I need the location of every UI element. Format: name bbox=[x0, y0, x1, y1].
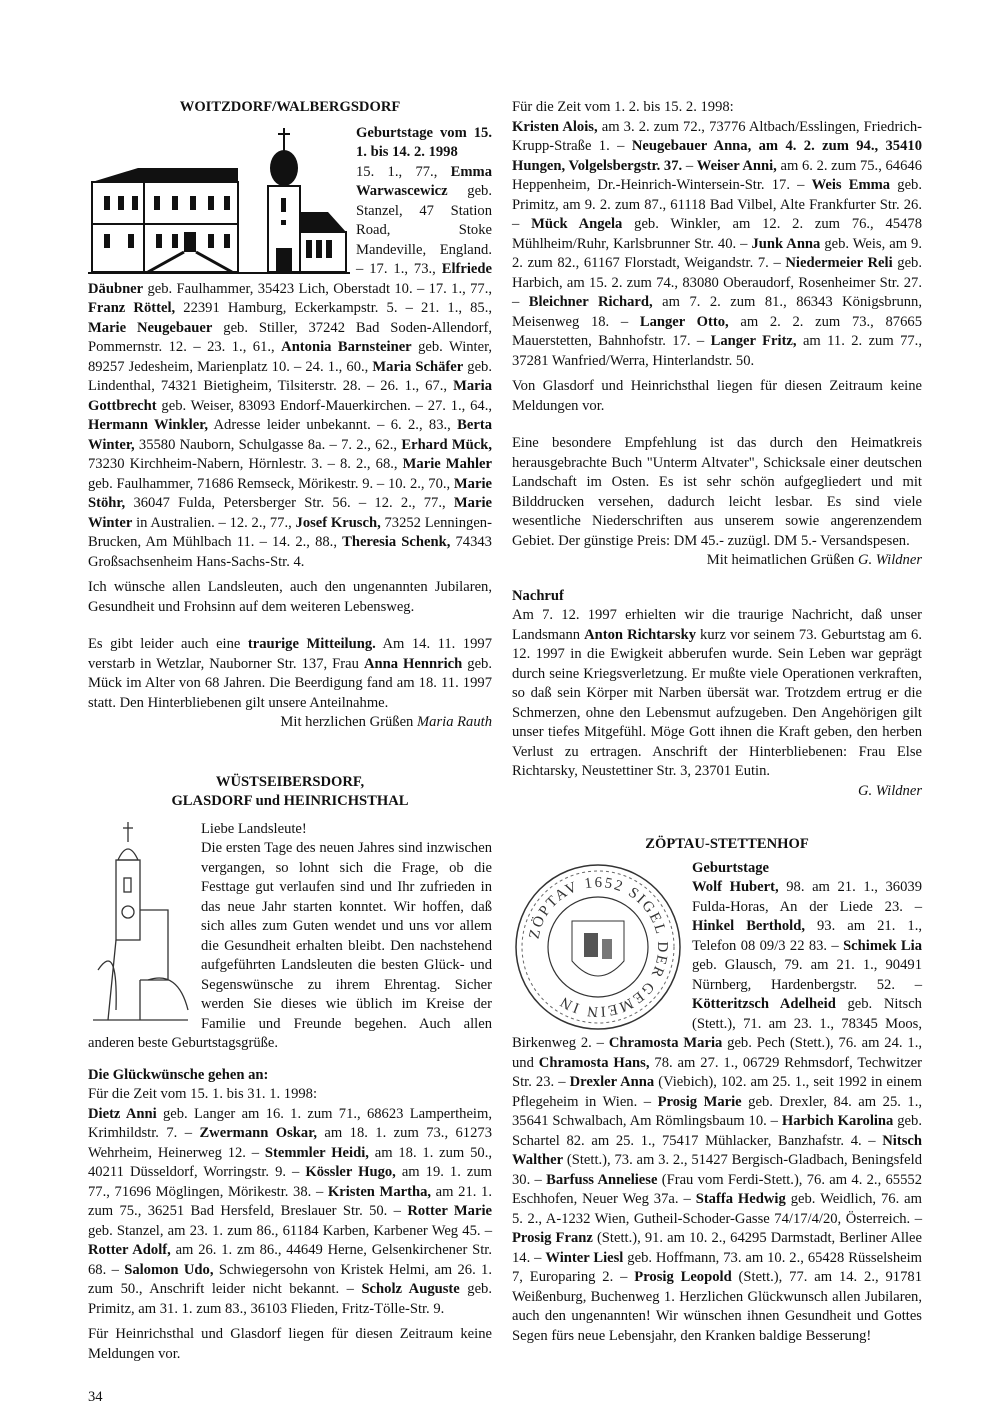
person-name: Drexler Anna bbox=[569, 1074, 655, 1090]
signature-book bbox=[512, 551, 922, 571]
person-name: Kössler Hugo, bbox=[305, 1164, 396, 1180]
text-segment: 73252 Lenningen-Brucken, Am Mühlbach 11. – 14. 2., 88., bbox=[88, 514, 492, 550]
greeting: Mit herzlichen Grüßen bbox=[280, 714, 417, 730]
person-name: Antonia Barnsteiner bbox=[281, 339, 412, 355]
person-name: Salomon Udo, bbox=[124, 1261, 214, 1278]
text-segment: – bbox=[682, 157, 697, 174]
text-segment: 35580 Nauborn, Schulgasse 8a. – 7. 2., 62., bbox=[134, 436, 402, 453]
person-name: Junk Anna bbox=[751, 235, 821, 252]
text-segment: (Frau vom Ferdi-Stett.), 76. am 4. 2., 65552 Eschhofen, Neuer Weg 37a. – bbox=[512, 1171, 922, 1207]
text-segment: geb. Primitz, am 31. 1. zum 83., 36103 Flieden, Fritz-Tölle-Str. 9. bbox=[88, 1281, 492, 1317]
wishes-heading: Die Glückwünsche gehen an: bbox=[88, 1066, 269, 1083]
text-segment: geb. Weiser, 83093 Endorf-Mauerkirchen. – 27. 1., 64., bbox=[156, 397, 492, 414]
signature-woitzdorf bbox=[88, 713, 492, 733]
author-name: G. Wildner bbox=[857, 552, 922, 568]
municipal-seal-image bbox=[512, 861, 684, 1033]
book-recommendation: Eine besondere Empfehlung ist das durch den Heimatkreis herausgebrachte Buch "Unterm Altvater", Schicksale einer deutschen Landschaft im Osten. Es ist sehr schön aufgegliedert und mit Bilddrucken versehen, dadurch leicht lesbar. Es sind viele wesentliche Niederschriften aus unserem sowie angerenzendem Gebiet. Der günstige Preis: DM 45.- zuzügl. DM 5.- Versandspesen. bbox=[512, 435, 922, 549]
text-segment: geb. Primitz, am 9. 2. zum 87., 61118 Bad Vilbel, Alte Frankfurter Str. 26. – bbox=[512, 177, 922, 232]
person-name: Zwermann Oskar, bbox=[199, 1125, 317, 1141]
text-segment: am 26. 1. zm 86., 44649 Herne, Gelsenkirchener Str. 68. – bbox=[88, 1242, 492, 1278]
obituary-heading: Nachruf bbox=[512, 587, 564, 604]
text-segment: geb. Pech (Stett.), 76. am 24. 1., und bbox=[512, 1035, 922, 1071]
birthday-heading: Geburtstage vom 15. 1. bis 14. 2. 1998 bbox=[356, 124, 492, 160]
text-segment: in Australien. – 12. 2., 77., bbox=[132, 514, 296, 531]
person-name: Josef Krusch, bbox=[295, 514, 381, 531]
person-name: Franz Röttel, bbox=[88, 300, 176, 316]
person-name: Elfriede Däubner bbox=[88, 261, 492, 297]
text-segment: geb. Drexler, 84. am 25. 1., 35641 Schwalbach, Am Römlingsbaum 10. – bbox=[512, 1093, 923, 1129]
person-name: Schimek Lia bbox=[843, 937, 923, 954]
text-segment: 15. 1., 77., bbox=[356, 163, 451, 180]
text-segment: am 18. 1. zum 73., 61273 Wehrheim, Heinerweg 12. – bbox=[88, 1125, 492, 1161]
text-segment: (Viebich), 102. am 25. 1., seit 1992 in einem Pflegeheim in Wien. – bbox=[512, 1074, 922, 1110]
person-name: Winter Liesl bbox=[545, 1249, 624, 1266]
text-segment: geb. Winkler, am 12. 2. zum 76., 45478 Mühlheim/Ruhr, Karlsbrunner Str. 40. – bbox=[512, 216, 922, 252]
text-segment: geb. Weis, am 9. 2. zum 82., 61167 Florstadt, Weigandstr. 7. – bbox=[512, 235, 922, 271]
text-segment: 98. am 21. 1., 36039 Fulda-Horas, An der Liede 23. – bbox=[692, 879, 922, 915]
person-name: Neugebauer Anna, am 4. 2. zum 94., 35410 Hungen, Volgelsbergstr. 37. bbox=[512, 138, 922, 174]
person-name: Nitsch Walther bbox=[512, 1132, 922, 1168]
text-segment: am 6. 2. zum 75., 64646 Heppenheim, Dr.-Heinrich-Wintersein-Str. 17. – bbox=[512, 157, 922, 193]
title-line-2: GLASDORF und HEINRICHSTHAL bbox=[171, 793, 409, 809]
no-reports-note-1: Für Heinrichsthal und Glasdorf liegen für diesen Zeitraum keine Meldungen vor. bbox=[88, 1326, 492, 1362]
text-runs bbox=[88, 1106, 492, 1317]
page-number: 34 bbox=[88, 1389, 103, 1405]
person-name: Harbich Karolina bbox=[781, 1113, 894, 1129]
text-segment: geb. Harbich, am 15. 2. zum 74., 83080 Oberaudorf, Rosenheimer Str. 27. – bbox=[512, 255, 923, 310]
obituary-author: G. Wildner bbox=[857, 782, 922, 799]
left-column bbox=[88, 98, 492, 1408]
text-segment: Es gibt leider auch eine bbox=[88, 636, 248, 652]
text-segment: geb. Mück im Alter von 68 Jahren. Die Beerdigung fand am 18. 11. 1997 statt. Den Hinterbliebenen gilt unsere Anteilnahme. bbox=[88, 655, 493, 711]
person-name: Staffa Hedwig bbox=[695, 1191, 786, 1207]
person-name: Langer Fritz, bbox=[710, 333, 797, 349]
person-name: Emma Warwascewicz bbox=[356, 163, 492, 199]
text-segment: (Stett.), 77. am 14. 2., 91781 Weißenburg, Buchenweg 1. Herzlichen Glückwunsch allen Jubilaren, auch den ungenannten! Wir wünschen ihnen Gesundheit und Gottes Segen fürs neue Lebensjahr, den Kranken baldige Besserung! bbox=[512, 1269, 922, 1344]
person-name: Wolf Hubert, bbox=[692, 879, 779, 895]
person-name: Chramosta Maria bbox=[608, 1035, 723, 1051]
text-segment: geb. Stanzel, 47 Station Road, Stoke Mandeville, England. – 17. 1., 73., bbox=[356, 183, 492, 277]
text-segment: geb. Glausch, 79. am 21. 1., 90491 Nürnberg, Hardenbergstr. 52. – bbox=[692, 957, 922, 993]
person-name: Barfuss Anneliese bbox=[546, 1171, 658, 1188]
intro-paragraph: Die ersten Tage des neuen Jahres sind inzwischen vergangen, so lohnt sich die Frage, ob die Festtage gut verlaufen sind und Ihr zufrieden in das neue Jahr starten konntet. Wir hoffen, daß sich alles zum Guten wendet und uns vor allem die Gesundheit erhalten bleibt. Den nachstehend aufgeführten Landsleuten die besten Glück- und Segenswünsche zu ihrem Ehrentag. Sicher werden Sie dieses wie üblich im Kreise der Familie und Freunde begehen. Auch allen anderen beste Geburtstagsgrüße. bbox=[88, 840, 492, 1051]
text-segment: geb. Lindenthal, 74321 Bietigheim, Tilsiterstr. 28. – 26. 1., 67., bbox=[88, 358, 492, 394]
person-name: Rotter Adolf, bbox=[88, 1242, 171, 1258]
title-line-1: WÜSTSEIBERSDORF, bbox=[215, 773, 365, 790]
person-name: Mück Angela bbox=[531, 216, 623, 232]
church-village-illustration bbox=[88, 124, 350, 274]
no-reports-note-2: Von Glasdorf und Heinrichsthal liegen für diesen Zeitraum keine Meldungen vor. bbox=[512, 378, 922, 414]
section-title-wuestseibersdorf bbox=[88, 773, 492, 812]
text-segment: am 11. 2. zum 77., 37281 Wanfried/Werra, Hinterlandstr. 50. bbox=[512, 333, 922, 369]
text-segment: 73230 Kirchheim-Nabern, Hörnlestr. 3. – 8. 2., 68., bbox=[88, 456, 403, 472]
text-segment: geb. Nitsch (Stett.), 71. am 23. 1., 78345 Moos, Birkenweg 2. – bbox=[512, 996, 922, 1051]
person-name: Prosig Franz bbox=[512, 1230, 593, 1246]
text-segment: geb. Faulhammer, 35423 Lich, Oberstadt 10. – 17. 1., 77., bbox=[143, 280, 492, 297]
person-name: Hinkel Berthold, bbox=[692, 918, 805, 934]
text-segment: am 2. 2. zum 73., 87665 Mauerstetten, Bahnhofstr. 17. – bbox=[512, 313, 922, 349]
person-name: Maria Gottbrecht bbox=[88, 378, 492, 414]
condolence-paragraph bbox=[88, 635, 492, 713]
person-name: Scholz Auguste bbox=[361, 1281, 460, 1297]
text-segment: geb. Faulhammer, 71686 Remseck, Mörikestr. 9. – 10. 2., 70., bbox=[88, 475, 454, 492]
text-segment: am 21. 1. zum 75., 36251 Bad Hersfeld, Breslauer Str. 50. – bbox=[88, 1183, 492, 1219]
person-name: Hermann Winkler, bbox=[88, 417, 208, 433]
person-name: Dietz Anni bbox=[88, 1105, 157, 1122]
person-name: Langer Otto, bbox=[639, 313, 729, 330]
person-name: Bleichner Richard, bbox=[528, 294, 653, 310]
person-name: Prosig Leopold bbox=[634, 1269, 732, 1285]
obituary-text bbox=[512, 606, 922, 782]
text-segment: 78. am 27. 1., 06729 Rehmsdorf, Techwitzer Str. 23. – bbox=[512, 1054, 923, 1090]
person-name: Anton Richtarsky bbox=[584, 626, 696, 643]
text-segment: Schwiegersohn von Kristek Helmi, am 26. 1. zum 50., Anschrift leider nicht bekannt. – bbox=[88, 1261, 493, 1297]
church-sketch-illustration bbox=[88, 820, 193, 1025]
person-name: Anna Hennrich bbox=[363, 655, 463, 672]
person-name: Weiser Anni, bbox=[696, 157, 777, 174]
person-name: Chramosta Hans, bbox=[538, 1054, 650, 1071]
birthday-list-period-2 bbox=[512, 118, 922, 372]
person-name: Marie Winter bbox=[88, 495, 492, 531]
text-segment: geb. Langer am 16. 1. zum 71., 68623 Lampertheim, Krimhildstr. 7. – bbox=[88, 1105, 492, 1141]
section-title-woitzdorf: WOITZDORF/WALBERGSDORF bbox=[179, 99, 401, 115]
text-segment: kurz vor seinem 73. Geburtstag am 6. 12. 1997 in die Ewigkeit abberufen wurde. Sein Leben war geprägt durch seine Kriegsverletzung. Er mußte viele Operationen verkraften, so daß sein Körper mit Narben übersät war. Trotzdem ertrug er die Schmerzen, ohne den Lebensmut aufzugeben. Den Angehörigen gilt unser tiefes Mitgefühl. Möge Gott ihnen die Kraft geben, den herben Verlust zu ertragen. Anschrift der Hinterbliebenen: Frau Else Richtarsky, Neustettiner Str. 3, 23701 Eutin. bbox=[512, 626, 922, 779]
person-name: Marie Mahler bbox=[402, 456, 492, 472]
birthday-heading-zoeptau: Geburtstage bbox=[692, 859, 770, 876]
person-name: Maria Schäfer bbox=[372, 358, 464, 375]
person-name: Prosig Marie bbox=[657, 1093, 742, 1110]
text-segment: (Stett.), 91. am 10. 2., 64295 Darmstadt, Berliner Allee 14. – bbox=[512, 1230, 922, 1266]
text-segment: geb. Stiller, 37242 Bad Soden-Allendorf, Pommernstr. 12. – 23. 1., 61., bbox=[88, 319, 493, 355]
text-segment: am 18. 1. zum 50., 40211 Düsseldorf, Worringstr. 9. – bbox=[88, 1144, 492, 1180]
text-segment: geb. Winter, 89257 Jedesheim, Marienplatz 10. – 24. 1., 60., bbox=[88, 339, 493, 375]
text-segment: Am 7. 12. 1997 erhielten wir die traurige Nachricht, daß unser Landsmann bbox=[512, 607, 922, 643]
person-name: traurige Mitteilung. bbox=[247, 636, 376, 652]
person-name: Weis Emma bbox=[811, 177, 891, 193]
person-name: Marie Stöhr, bbox=[88, 475, 492, 511]
text-segment: geb. Stanzel, am 23. 1. zum 86., 61184 Karben, Karbener Weg 45. – bbox=[88, 1222, 492, 1239]
person-name: Kötteritzsch Adelheid bbox=[692, 996, 836, 1012]
salutation: Liebe Landsleute! bbox=[201, 820, 307, 837]
text-segment: geb. Hoffmann, 73. am 10. 2., 65428 Rüsselsheim 7, Europaring 2. – bbox=[512, 1249, 922, 1285]
text-segment: 22391 Hamburg, Eckerkampstr. 5. – 21. 1., 85., bbox=[175, 300, 493, 316]
text-segment: am 3. 2. zum 72., 73776 Altbach/Esslingen, Friedrich-Krupp-Straße 1. – bbox=[512, 118, 922, 154]
text-segment: 93. am 21. 1., Telefon 08 09/3 22 83. – bbox=[692, 918, 922, 954]
person-name: Kristen Alois, bbox=[512, 118, 598, 135]
wish-paragraph: Ich wünsche allen Landsleuten, auch den ungenannten Jubilaren, Gesundheit und Frohsinn auf dem weiteren Lebensweg. bbox=[88, 579, 492, 615]
birthday-list-period-1 bbox=[88, 1105, 492, 1320]
person-name: Niedermeier Reli bbox=[785, 255, 893, 271]
period-2: Für die Zeit vom 1. 2. bis 15. 2. 1998: bbox=[512, 99, 734, 115]
greeting: Mit heimatlichen Grüßen bbox=[706, 552, 858, 568]
text-segment: 74343 Großsachsenheim Hans-Sachs-Str. 4. bbox=[88, 534, 492, 570]
text-segment: 36047 Fulda, Petersberger Str. 56. – 12. 2., 77., bbox=[125, 495, 454, 511]
section-title-zoeptau: ZÖPTAU-STETTENHOF bbox=[645, 836, 809, 852]
text-runs bbox=[512, 119, 922, 369]
person-name: Kristen Martha, bbox=[327, 1183, 432, 1200]
text-segment: Am 14. 11. 1997 verstarb in Wetzlar, Nauborner Str. 137, Frau bbox=[88, 636, 492, 672]
text-runs bbox=[88, 636, 492, 711]
author-name: Maria Rauth bbox=[417, 714, 492, 730]
text-segment: Adresse leider unbekannt. – 6. 2., 83., bbox=[207, 417, 458, 433]
text-segment: am 19. 1. zum 77., 71696 Möglingen, Mörikestr. 38. – bbox=[88, 1164, 492, 1200]
person-name: Marie Neugebauer bbox=[88, 319, 213, 336]
text-segment: geb. Weidlich, 76. am 5. 2., A-1232 Wien, Gutheil-Schoder-Gasse 74/17/4/20, Österreich. – bbox=[512, 1191, 922, 1227]
text-segment: geb. Schartel 82. am 25. 1., 75417 Mühlacker, Banzhafstr. 4. – bbox=[512, 1113, 922, 1149]
text-segment: am 7. 2. zum 81., 86343 Königsbrunn, Meisenweg 18. – bbox=[512, 294, 922, 330]
seal-text: ZÖPTAV 1652 SIGEL DER GEMEIN IN bbox=[526, 874, 671, 1019]
period-1: Für die Zeit vom 15. 1. bis 31. 1. 1998: bbox=[88, 1086, 318, 1102]
text-runs bbox=[512, 607, 922, 779]
text-segment: (Stett.), 73. am 3. 2., 51427 Bergisch-Gladbach, Beningsfeld 30. – bbox=[512, 1152, 922, 1188]
person-name: Stemmler Heidi, bbox=[264, 1144, 369, 1161]
person-name: Erhard Mück, bbox=[401, 436, 492, 453]
right-column bbox=[512, 98, 922, 1352]
person-name: Rotter Marie bbox=[407, 1203, 492, 1219]
person-name: Berta Winter, bbox=[88, 417, 492, 453]
person-name: Theresia Schenk, bbox=[342, 534, 451, 550]
